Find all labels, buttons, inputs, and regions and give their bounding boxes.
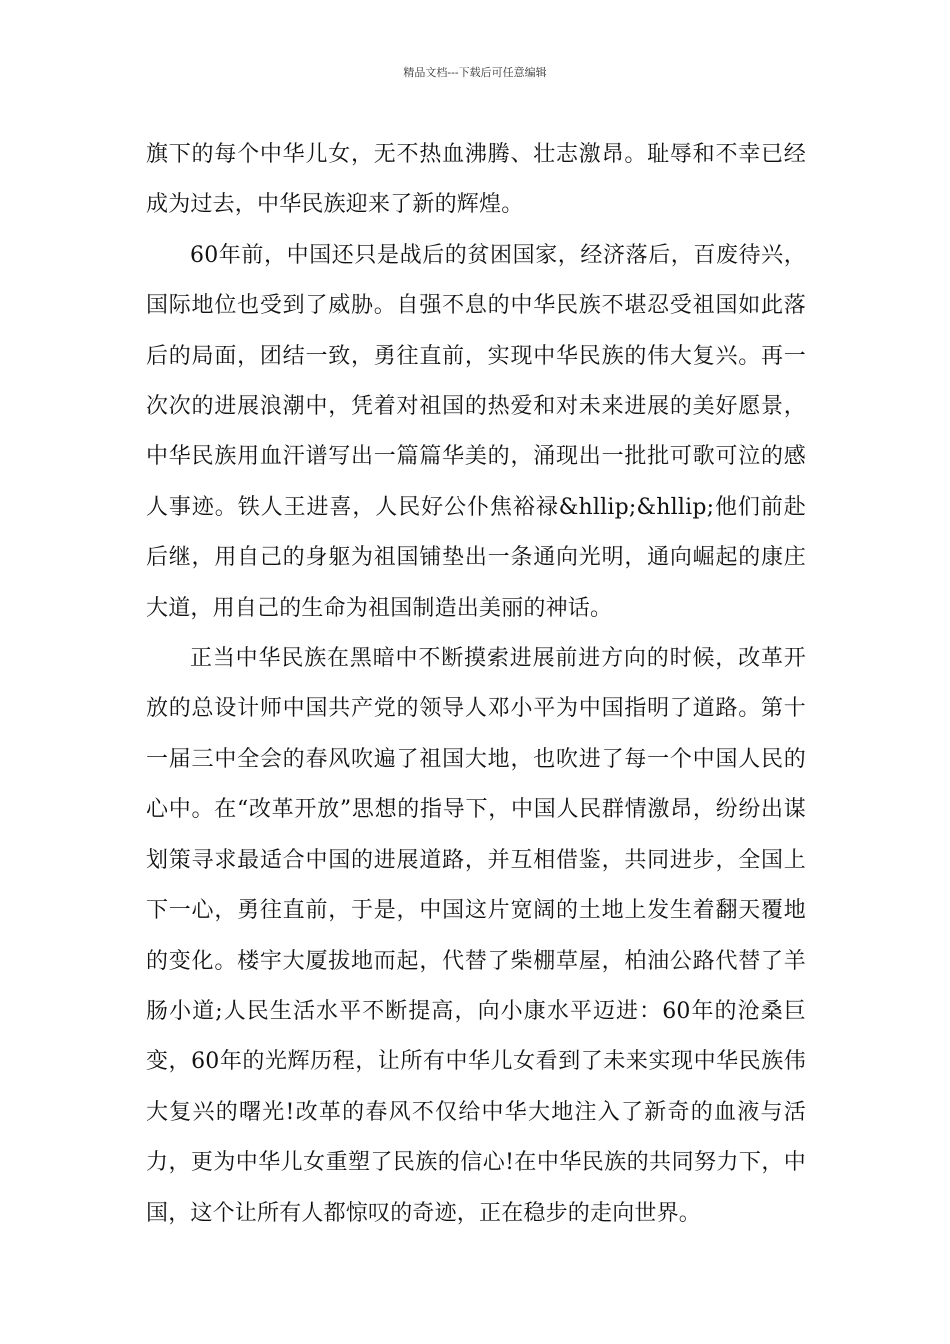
paragraph-continued: 旗下的每个中华儿女，无不热血沸腾、壮志激昂。耻辱和不幸已经成为过去，中华民族迎来了新的辉煌。 <box>146 142 806 218</box>
page-header: 精品文档---下载后可任意编辑 <box>403 66 547 79</box>
paragraph-sixty-years-ago: 60年前，中国还只是战后的贫困国家，经济落后，百废待兴，国际地位也受到了威胁。自强不息的中华民族不堪忍受祖国如此落后的局面，团结一致，勇往直前，实现中华民族的伟大复兴。再一次次的进展浪潮中，凭着对祖国的热爱和对未来进展的美好愿景，中华民族用血汗谱写出一篇篇华美的，涌现出一批批可歌可泣的感人事迹。铁人王进喜，人民好公仆焦裕禄&hllip;&hllip;他们前赴后继，用自己的身躯为祖国铺垫出一条通向光明，通向崛起的康庄大道，用自己的生命为祖国制造出美丽的神话。 <box>146 242 806 621</box>
document-body <box>146 130 806 1239</box>
paragraph-reform-opening: 正当中华民族在黑暗中不断摸索进展前进方向的时候，改革开放的总设计师中国共产党的领导人邓小平为中国指明了道路。第十一届三中全会的春风吹遍了祖国大地，也吹进了每一个中国人民的心中。在“改革开放”思想的指导下，中国人民群情激昂，纷纷出谋划策寻求最适合中国的进展道路，并互相借鉴，共同进步，全国上下一心，勇往直前，于是，中国这片宽阔的土地上发生着翻天覆地的变化。楼宇大厦拔地而起，代替了柴棚草屋，柏油公路代替了羊肠小道;人民生活水平不断提高，向小康水平迈进：60年的沧桑巨变，60年的光辉历程，让所有中华儿女看到了未来实现中华民族伟大复兴的曙光!改革的春风不仅给中华大地注入了新奇的血液与活力，更为中华儿女重塑了民族的信心!在中华民族的共同努力下，中国，这个让所有人都惊叹的奇迹，正在稳步的走向世界。 <box>146 646 806 1226</box>
